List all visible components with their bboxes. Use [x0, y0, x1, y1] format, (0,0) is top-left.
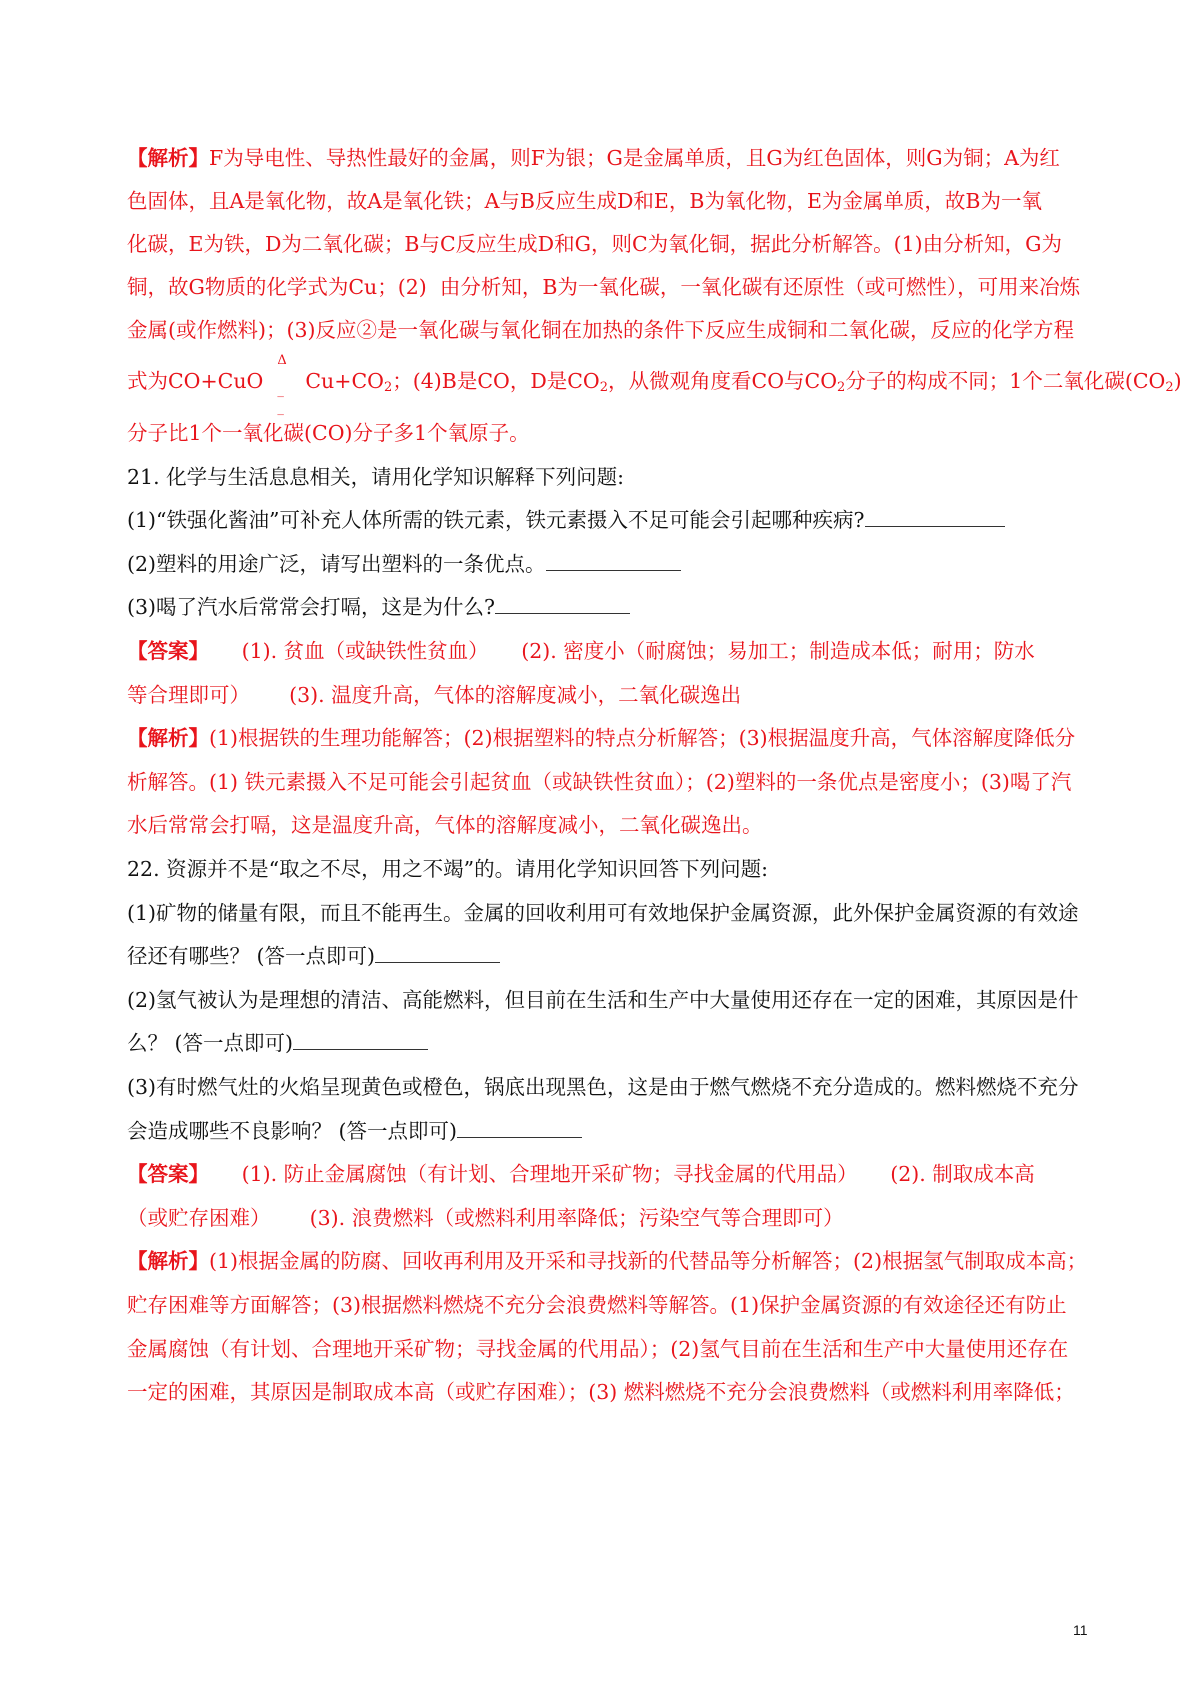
line-text: 22. 资源并不是“取之不尽，用之不竭”的。请用化学知识回答下列问题: — [127, 857, 768, 881]
text-line — [127, 186, 1107, 216]
subscript: 2 — [837, 380, 846, 395]
text-line — [127, 1159, 1107, 1189]
line-text: 水后常常会打嗝，这是温度升高，气体的溶解度减小，二氧化碳逸出。 — [127, 813, 763, 837]
line-text: (3)喝了汽水后常常会打嗝，这是为什么? — [127, 595, 496, 619]
text-line — [127, 1290, 1107, 1320]
line-text: 金属腐蚀（有计划、合理地开采矿物；寻找金属的代用品）；(2)氢气目前在生活和生产中大量使用还存在 — [127, 1337, 1069, 1361]
text-line — [127, 1334, 1107, 1364]
section-tag: 【解析】 — [127, 146, 209, 170]
line-text: 一定的困难，其原因是制取成本高（或贮存困难）；(3) 燃料燃烧不充分会浪费燃料（或燃料利用率降低； — [127, 1380, 1075, 1404]
reaction-condition — [267, 353, 301, 416]
equals-bar: _ — [277, 401, 284, 416]
subscript: 2 — [383, 380, 393, 395]
text-line — [127, 505, 1107, 535]
line-text: (1). 防止金属腐蚀（有计划、合理地开采矿物；寻找金属的代用品） (2). 制取成本高 — [209, 1162, 1035, 1186]
line-text: (2)氢气被认为是理想的清洁、高能燃料，但目前在生活和生产中大量使用还存在一定的困难，其原因是什 — [127, 988, 1079, 1012]
line-text: (1)矿物的储量有限，而且不能再生。金属的回收利用可有效地保护金属资源，此外保护金属资源的有效途 — [127, 901, 1079, 925]
line-text: 么？ (答一点即可) — [127, 1031, 294, 1055]
line-text: (1)根据金属的防腐、回收再利用及开采和寻找新的代替品等分析解答；(2)根据氢气制取成本高； — [209, 1249, 1088, 1273]
equation-text: ；(4)B是CO，D是CO — [392, 369, 600, 393]
answer-blank[interactable] — [865, 506, 1005, 527]
text-line — [127, 854, 1107, 884]
line-text: 铜，故G物质的化学式为Cu；(2) 由分析知，B为一氧化碳，一氧化碳有还原性（或可燃性），可用来冶炼 — [127, 275, 1081, 299]
line-text: (1)根据铁的生理功能解答；(2)根据塑料的特点分析解答；(3)根据温度升高，气体溶解度降低分 — [209, 726, 1076, 750]
subscript: 2 — [1165, 380, 1174, 395]
answer-blank[interactable] — [293, 1029, 428, 1050]
text-line — [127, 315, 1107, 345]
text-line — [127, 1116, 1107, 1146]
line-text: (1). 贫血（或缺铁性贫血） (2). 密度小（耐腐蚀；易加工；制造成本低；耐用；防水 — [209, 639, 1035, 663]
line-text: 分子比1个一氧化碳(CO)分子多1个氧原子。 — [127, 421, 530, 445]
text-line — [127, 549, 1107, 579]
text-line — [127, 898, 1107, 928]
text-line — [127, 810, 1107, 840]
equation-text: ，从微观角度看CO与CO — [608, 369, 838, 393]
text-line — [127, 229, 1107, 259]
heat-symbol: Δ — [277, 353, 287, 368]
section-tag: 【解析】 — [127, 726, 209, 750]
line-text: （或贮存困难） (3). 浪费燃料（或燃料利用率降低；污染空气等合理即可） — [127, 1206, 844, 1230]
text-line — [127, 272, 1107, 302]
section-tag: 【答案】 — [127, 1162, 209, 1186]
text-line — [127, 462, 1107, 492]
equation-reactants: 式为CO+CuO — [127, 369, 264, 393]
answer-blank[interactable] — [457, 1117, 582, 1138]
equation-text: ) — [1173, 369, 1182, 393]
text-line — [127, 592, 1107, 622]
line-text: F为导电性、导热性最好的金属，则F为银；G是金属单质，且G为红色固体，则G为铜；A为红 — [209, 146, 1060, 170]
text-line — [127, 418, 1107, 448]
line-text: 21. 化学与生活息息相关，请用化学知识解释下列问题: — [127, 465, 625, 489]
answer-blank[interactable] — [546, 550, 681, 571]
section-tag: 【解析】 — [127, 1249, 209, 1273]
text-line — [127, 353, 1182, 416]
line-text: 金属(或作燃料)；(3)反应②是一氧化碳与氧化铜在加热的条件下反应生成铜和二氧化碳，反应的化学方程 — [127, 318, 1075, 342]
line-text: 会造成哪些不良影响？ (答一点即可) — [127, 1119, 458, 1143]
text-line — [127, 1072, 1107, 1102]
equation-text: Cu+CO — [305, 369, 384, 393]
line-text: 色固体，且A是氧化物，故A是氧化铁；A与B反应生成D和E，B为氧化物，E为金属单质，故B为一氧 — [127, 189, 1042, 213]
line-text: 径还有哪些？ (答一点即可) — [127, 944, 376, 968]
line-text: (1)“铁强化酱油”可补充人体所需的铁元素，铁元素摄入不足可能会引起哪种疾病? — [127, 508, 865, 532]
text-line — [127, 1203, 1107, 1233]
text-line — [127, 680, 1107, 710]
text-line — [127, 1028, 1107, 1058]
answer-blank[interactable] — [375, 942, 500, 963]
text-line — [127, 985, 1107, 1015]
line-text: (3)有时燃气灶的火焰呈现黄色或橙色，锅底出现黑色，这是由于燃气燃烧不充分造成的。燃料燃烧不充分 — [127, 1075, 1079, 1099]
text-line — [127, 723, 1107, 753]
line-text: 等合理即可） (3). 温度升高，气体的溶解度减小，二氧化碳逸出 — [127, 683, 742, 707]
text-line — [127, 636, 1107, 666]
line-text: (2)塑料的用途广泛，请写出塑料的一条优点。 — [127, 552, 546, 576]
equals-bar: _ — [277, 383, 284, 398]
line-text: 析解答。(1) 铁元素摄入不足可能会引起贫血（或缺铁性贫血）；(2)塑料的一条优点是密度小；(3)喝了汽 — [127, 770, 1072, 794]
page-number: 11 — [1073, 1622, 1088, 1638]
text-line — [127, 941, 1107, 971]
section-tag: 【答案】 — [127, 639, 209, 663]
answer-blank[interactable] — [495, 593, 630, 614]
text-line — [127, 767, 1107, 797]
text-line — [127, 1246, 1107, 1276]
line-text: 贮存困难等方面解答；(3)根据燃料燃烧不充分会浪费燃料等解答。(1)保护金属资源的有效途径还有防止 — [127, 1293, 1067, 1317]
text-line — [127, 1377, 1107, 1407]
text-line — [127, 143, 1107, 173]
subscript: 2 — [599, 380, 609, 395]
line-text: 化碳，E为铁，D为二氧化碳；B与C反应生成D和G，则C为氧化铜，据此分析解答。(1)由分析知，G为 — [127, 232, 1063, 256]
equation-text: 分子的构成不同；1个二氧化碳(CO — [845, 369, 1166, 393]
